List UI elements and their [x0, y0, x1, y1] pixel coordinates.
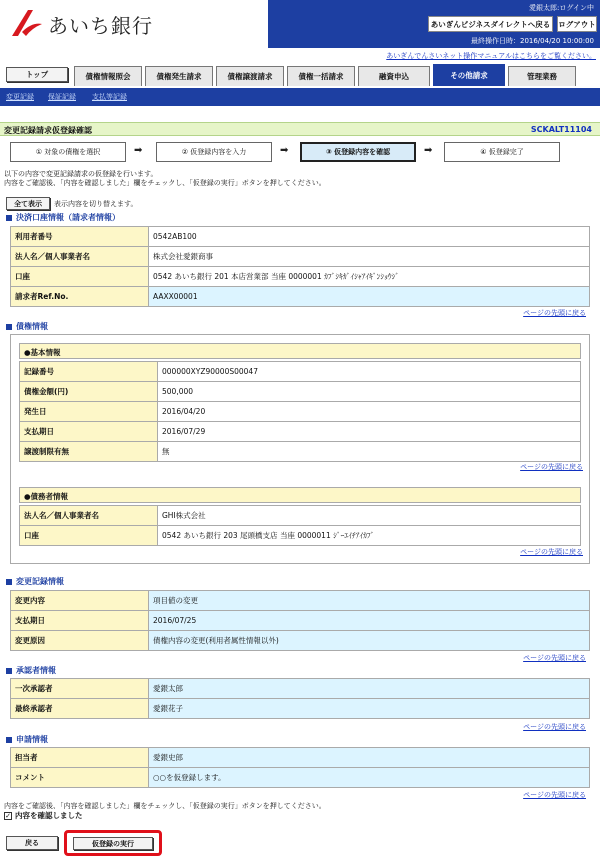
- row-value: ○○を仮登録します。: [149, 768, 590, 788]
- table-row: [20, 442, 581, 462]
- row-value: 無: [158, 442, 581, 462]
- row-key: 法人名／個人事業者名: [20, 506, 158, 526]
- main-tabs: [0, 64, 600, 88]
- table-row: [11, 611, 590, 631]
- row-value: 2016/07/29: [158, 422, 581, 442]
- row-value: 2016/04/20: [158, 402, 581, 422]
- row-key: 支払期日: [20, 422, 158, 442]
- row-key: 発生日: [20, 402, 158, 422]
- row-key: 記録番号: [20, 362, 158, 382]
- step-2: ② 仮登録内容を入力: [156, 142, 272, 162]
- table-row: [20, 402, 581, 422]
- step-1: ① 対象の債権を選択: [10, 142, 126, 162]
- row-key: 変更原因: [11, 631, 149, 651]
- confirm-checkbox-label: 内容を確認しました: [15, 811, 83, 820]
- business-direct-button[interactable]: あいぎんビジネスダイレクトへ戻る: [428, 16, 553, 32]
- application-table: [10, 747, 590, 788]
- subnav-payment-record[interactable]: 支払等記録: [92, 93, 127, 101]
- section-heading-settlement: [6, 212, 120, 223]
- table-row: [11, 227, 590, 247]
- row-key: 変更内容: [11, 591, 149, 611]
- row-key: 請求者Ref.No.: [11, 287, 149, 307]
- row-value: 0542AB100: [149, 227, 590, 247]
- section-title: 変更記録情報: [16, 577, 64, 586]
- step-arrow-icon: ➡: [280, 145, 289, 156]
- tab-management[interactable]: 管理業務: [508, 66, 576, 86]
- section-heading-change: [6, 576, 64, 587]
- section-square-icon: [6, 737, 12, 743]
- table-row: [11, 287, 590, 307]
- table-row: [20, 422, 581, 442]
- subnav-change-record[interactable]: 変更記録: [6, 93, 34, 101]
- row-key: 口座: [11, 267, 149, 287]
- section-title: 申請情報: [16, 735, 48, 744]
- row-key: 担当者: [11, 748, 149, 768]
- row-key: 債権金額(円): [20, 382, 158, 402]
- logout-button[interactable]: ログアウト: [557, 16, 597, 32]
- row-key: 利用者番号: [11, 227, 149, 247]
- table-row: [20, 382, 581, 402]
- back-to-top-link[interactable]: ページの先頭に戻る: [523, 723, 586, 731]
- sub-navigation: [0, 88, 600, 106]
- section-square-icon: [6, 579, 12, 585]
- title-bar: [0, 122, 600, 136]
- back-to-top-link[interactable]: ページの先頭に戻る: [523, 309, 586, 317]
- tab-other-requests[interactable]: その他請求: [433, 64, 505, 86]
- confirm-instruction: 内容をご確認後、「内容を確認しました」欄をチェックし、「仮登録の実行」ボタンを押してください。: [4, 802, 326, 810]
- screen-id: SCKALT11104: [530, 125, 592, 134]
- step-4: ④ 仮登録完了: [444, 142, 560, 162]
- row-value: 0542 あいち銀行 203 尾頭橋支店 当座 0000011 ｼﾞｰｴｲﾁｱｲｶﾌﾞ: [158, 526, 581, 546]
- approver-table: [10, 678, 590, 719]
- section-square-icon: [6, 324, 12, 330]
- table-row: [11, 591, 590, 611]
- bank-name: あいち銀行: [48, 14, 153, 38]
- login-user: 愛銀太郎:ログイン中: [528, 4, 594, 12]
- confirm-checkbox[interactable]: ✓: [5, 811, 11, 820]
- subnav-guarantee-record[interactable]: 保証記録: [48, 93, 76, 101]
- back-to-top-link[interactable]: ページの先頭に戻る: [520, 548, 583, 556]
- tab-claim-transfer[interactable]: 債権譲渡請求: [216, 66, 284, 86]
- bank-logo-icon: [10, 8, 44, 38]
- row-key: 譲渡制限有無: [20, 442, 158, 462]
- settlement-table: [10, 226, 590, 307]
- row-value: 愛銀史郎: [149, 748, 590, 768]
- instruction-line-2: 内容をご確認後、「内容を確認しました」欄をチェックし、「仮登録の実行」ボタンを押してください。: [4, 179, 326, 187]
- last-operation-time: 最終操作日時：2016/04/20 10:00:00: [470, 37, 594, 45]
- execute-registration-button[interactable]: 仮登録の実行: [73, 837, 153, 850]
- bank-logo: [10, 8, 190, 40]
- section-heading-application: [6, 734, 48, 745]
- basic-info-table: [19, 361, 581, 462]
- row-value: 項目値の変更: [149, 591, 590, 611]
- instruction-line-1: 以下の内容で変更記録請求の仮登録を行います。: [4, 170, 158, 178]
- row-value: 2016/07/25: [149, 611, 590, 631]
- row-key: 支払期日: [11, 611, 149, 631]
- table-row: [11, 748, 590, 768]
- basic-info-title: ●基本情報: [19, 343, 581, 359]
- step-indicator: [0, 142, 600, 164]
- step-3-current: ③ 仮登録内容を確認: [300, 142, 416, 162]
- row-value: 000000XYZ90000S00047: [158, 362, 581, 382]
- table-row: [20, 526, 581, 546]
- header-panel: [268, 0, 600, 48]
- execute-highlight: [64, 830, 162, 856]
- debtor-info-title: ●債務者情報: [19, 487, 581, 503]
- table-row: [11, 768, 590, 788]
- row-value: AAXX00001: [149, 287, 590, 307]
- table-row: [20, 362, 581, 382]
- row-value: 愛銀太郎: [149, 679, 590, 699]
- manual-link[interactable]: あいぎんでんさいネット操作マニュアルはこちらをご覧ください。: [386, 52, 596, 60]
- row-key: 最終承認者: [11, 699, 149, 719]
- row-value: 債権内容の変更(利用者属性情報以外): [149, 631, 590, 651]
- row-key: コメント: [11, 768, 149, 788]
- table-row: [11, 247, 590, 267]
- back-button[interactable]: 戻る: [6, 836, 58, 850]
- debtor-info-table: [19, 505, 581, 546]
- section-title: 決済口座情報（請求者情報）: [16, 213, 120, 222]
- section-heading-approver: [6, 665, 56, 676]
- section-square-icon: [6, 668, 12, 674]
- row-key: 法人名／個人事業者名: [11, 247, 149, 267]
- tab-claim-issue[interactable]: 債権発生請求: [145, 66, 213, 86]
- change-table: [10, 590, 590, 651]
- back-to-top-link[interactable]: ページの先頭に戻る: [520, 463, 583, 471]
- row-value: 0542 あいち銀行 201 本店営業部 当座 0000001 ｶﾌﾞｼｷｶﾞｲｼｬｱｲｷﾞﾝｼｮｳｼﾞ: [149, 267, 590, 287]
- tab-top[interactable]: トップ: [6, 67, 68, 82]
- tab-loan-application[interactable]: 融資申込: [358, 66, 430, 86]
- back-to-top-link[interactable]: ページの先頭に戻る: [523, 791, 586, 799]
- tab-claim-inquiry[interactable]: 債権情報照会: [74, 66, 142, 86]
- tab-claim-bulk[interactable]: 債権一括請求: [287, 66, 355, 86]
- confirm-checkbox-row[interactable]: [4, 810, 83, 821]
- row-value: 500,000: [158, 382, 581, 402]
- toggle-note: 表示内容を切り替えます。: [54, 200, 138, 208]
- row-value: GHI株式会社: [158, 506, 581, 526]
- back-to-top-link[interactable]: ページの先頭に戻る: [523, 654, 586, 662]
- row-value: 株式会社愛銀商事: [149, 247, 590, 267]
- claim-box: [10, 334, 590, 564]
- section-heading-claim: [6, 321, 48, 332]
- table-row: [11, 631, 590, 651]
- table-row: [20, 506, 581, 526]
- table-row: [11, 267, 590, 287]
- section-title: 債権情報: [16, 322, 48, 331]
- section-square-icon: [6, 215, 12, 221]
- table-row: [11, 679, 590, 699]
- page-title: 変更記録請求仮登録確認: [4, 126, 92, 135]
- step-arrow-icon: ➡: [134, 145, 143, 156]
- step-arrow-icon: ➡: [424, 145, 433, 156]
- row-value: 愛銀花子: [149, 699, 590, 719]
- section-title: 承認者情報: [16, 666, 56, 675]
- show-all-button[interactable]: 全て表示: [6, 197, 50, 210]
- row-key: 口座: [20, 526, 158, 546]
- row-key: 一次承認者: [11, 679, 149, 699]
- table-row: [11, 699, 590, 719]
- header: [0, 0, 600, 58]
